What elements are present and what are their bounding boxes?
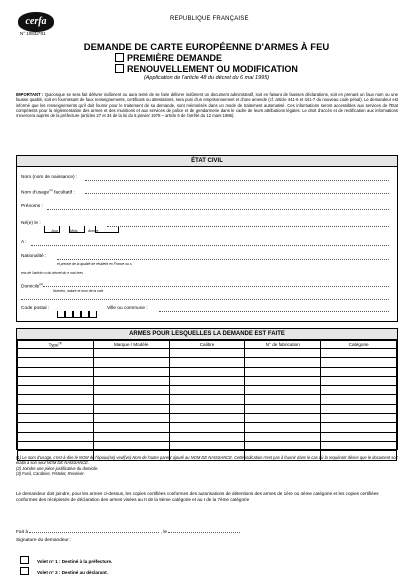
important-text: Quiconque se sera fait délivrer indûment ou aura tenté de se faire délivrer indûment un document administratif, soit en faisant de fausses déclarations, soit en prenant un faux nom ou une fausse qualité, soit en fournissant de faux renseignements, certificats ou attestations, sera puni d'un emprisonnement et d'une amende (cf. article 441-6 et 441-7 du nouveau code pénal). Le demandeur est informé que les renseignements qu'il doit fournir pour le traitement de sa demande, sont mémorisés dans un mode de traitement automatisé. Ces informations seront accessibles aux services de l'Etat compétents pour la réglementation des armes et des munitions et aux services de police et de gendarmerie dans le cadre de leurs attributions légales. Le droit d'accès et de rectification aux informations s'exercera auprès de la préfecture (articles 27 et 34 de la loi du 6 janvier 1978 – article 6 de l'arrêté du 12 mars 1986).: [16, 92, 398, 119]
col-type-label: Type: [48, 342, 59, 348]
prenoms-label: Prénoms :: [21, 204, 43, 209]
arms-cell[interactable]: [93, 441, 169, 450]
fait-a-label: Fait à: [16, 530, 28, 535]
arms-cell[interactable]: [169, 395, 245, 404]
col-fabrication: N° de fabrication: [245, 341, 321, 349]
signature-row: [16, 538, 71, 543]
birth-year-box[interactable]: [95, 226, 119, 233]
domicile-text: Domicile: [21, 284, 40, 290]
nom-usage-suffix: facultatif :: [54, 190, 75, 196]
arms-row: [18, 386, 397, 395]
arms-cell[interactable]: [321, 358, 397, 367]
le-label: , le: [160, 530, 168, 535]
arms-cell[interactable]: [18, 367, 94, 376]
domicile-sup: (2): [39, 282, 44, 286]
arms-cell[interactable]: [321, 404, 397, 413]
nom-usage-text: Nom d'usage: [21, 190, 50, 196]
col-categorie: Catégorie: [321, 341, 397, 349]
arms-cell[interactable]: [321, 414, 397, 423]
cp-box-1[interactable]: [57, 311, 65, 318]
col-type: [18, 341, 94, 349]
prenoms-field[interactable]: [47, 209, 389, 210]
arms-row: [18, 414, 397, 423]
arms-row: [18, 367, 397, 376]
arms-cell[interactable]: [169, 358, 245, 367]
arms-row: [18, 432, 397, 441]
birth-place-label: A :: [21, 240, 27, 245]
arms-cell[interactable]: [321, 423, 397, 432]
ne-le-label: Né(e) le :: [21, 221, 41, 226]
arms-cell[interactable]: [18, 441, 94, 450]
arms-cell[interactable]: [18, 376, 94, 385]
arms-cell[interactable]: [18, 432, 94, 441]
important-label: IMPORTANT :: [16, 92, 44, 97]
footnote-2: (2) Joindre une pièce justificative du domicile.: [16, 465, 99, 471]
arms-cell[interactable]: [321, 432, 397, 441]
col-calibre: Calibre: [169, 341, 245, 349]
arms-cell[interactable]: [93, 423, 169, 432]
arms-cell[interactable]: [169, 404, 245, 413]
nom-usage-sup: (1): [49, 188, 53, 192]
arms-cell[interactable]: [245, 432, 321, 441]
arms-cell[interactable]: [321, 349, 397, 358]
arms-cell[interactable]: [321, 441, 397, 450]
arms-cell[interactable]: [321, 367, 397, 376]
arms-cell[interactable]: [245, 349, 321, 358]
form-title: DEMANDE DE CARTE EUROPÉENNE D'ARMES À FEU: [83, 42, 330, 53]
etat-civil-heading: ÉTAT CIVIL: [17, 156, 397, 167]
arms-row: [18, 441, 397, 450]
cerfa-logo: cerfa: [18, 12, 54, 32]
arms-cell[interactable]: [245, 386, 321, 395]
footnote-3: (3) Fusil, Carabine, Pistolet, Revolver.: [16, 471, 85, 477]
renewal-checkbox[interactable]: [115, 64, 124, 73]
republic-header: REPUBLIQUE FRANÇAISE: [170, 16, 249, 22]
first-request-label: PREMIÈRE DEMANDE: [127, 53, 223, 63]
arms-cell[interactable]: [93, 386, 169, 395]
volet-1-label: Volet n° 1 : Destiné à la préfecture.: [37, 559, 113, 564]
arms-cell[interactable]: [93, 367, 169, 376]
code-postal-field[interactable]: [57, 305, 97, 323]
arms-cell[interactable]: [245, 414, 321, 423]
volet-2: [20, 567, 108, 575]
arms-table: [17, 340, 397, 461]
cp-box-4[interactable]: [81, 311, 89, 318]
domicile-note: Numéro, nature et nom de la voie: [53, 289, 104, 293]
form-subtitle: (Application de l'article 48 du décret du 6 mai 1995): [143, 75, 270, 81]
arms-cell[interactable]: [245, 358, 321, 367]
nom-usage-field[interactable]: [85, 193, 389, 194]
nationalite-field[interactable]: [57, 259, 389, 260]
domicile-field[interactable]: [43, 286, 389, 287]
date-field[interactable]: [168, 532, 240, 533]
arms-cell[interactable]: [93, 432, 169, 441]
arms-cell[interactable]: [169, 414, 245, 423]
volet-2-label: Volet n° 2 : Destiné au déclarant.: [37, 570, 108, 575]
birth-line: [107, 226, 389, 227]
renewal-option[interactable]: [115, 64, 298, 74]
birth-place-field[interactable]: [31, 245, 389, 246]
cp-box-5[interactable]: [89, 311, 97, 318]
arms-cell[interactable]: [245, 376, 321, 385]
volet-1-box: [20, 556, 29, 564]
first-request-checkbox[interactable]: [115, 53, 124, 62]
arms-cell[interactable]: [18, 404, 94, 413]
ville-field[interactable]: [159, 311, 389, 312]
arms-cell[interactable]: [245, 441, 321, 450]
arms-cell[interactable]: [321, 376, 397, 385]
arms-header-row: [18, 341, 397, 349]
arms-cell[interactable]: [18, 386, 94, 395]
nom-usage-label: [21, 188, 75, 196]
arms-cell[interactable]: [18, 358, 94, 367]
form-number: N° 10832*01: [20, 31, 46, 36]
arms-row: [18, 376, 397, 385]
arms-cell[interactable]: [169, 386, 245, 395]
arms-cell[interactable]: [18, 349, 94, 358]
footnotes: [16, 455, 398, 477]
volet-2-box: [20, 567, 29, 575]
nationalite-note-1: et preuve de la qualité de résident en France ou s: [57, 262, 132, 266]
arms-cell[interactable]: [18, 423, 94, 432]
arms-row: [18, 358, 397, 367]
fait-a-row: [16, 530, 240, 535]
arms-cell[interactable]: [245, 423, 321, 432]
arms-cell[interactable]: [93, 414, 169, 423]
arms-cell[interactable]: [169, 376, 245, 385]
domicile-label: [21, 282, 43, 290]
domicile-field-2[interactable]: [21, 299, 389, 300]
arms-cell[interactable]: [321, 386, 397, 395]
arms-cell[interactable]: [245, 367, 321, 376]
arms-cell[interactable]: [93, 358, 169, 367]
arms-row: [18, 404, 397, 413]
arms-cell[interactable]: [93, 376, 169, 385]
nationalite-note-2: ens de l'article ru du décret du e mai /ees: [21, 271, 83, 275]
arms-cell[interactable]: [321, 395, 397, 404]
etat-civil-section: [16, 155, 398, 322]
ville-label: Ville ou commune :: [107, 306, 148, 311]
arms-cell[interactable]: [18, 395, 94, 404]
annee-label: Année: [88, 229, 99, 233]
mois-label: Mois: [70, 229, 78, 233]
nom-label: Nom (nom de naissance) :: [21, 175, 78, 180]
arms-cell[interactable]: [169, 441, 245, 450]
arms-cell[interactable]: [18, 414, 94, 423]
arms-row: [18, 395, 397, 404]
nationalite-label: Nationalité :: [21, 254, 47, 259]
code-postal-label: Code postal :: [21, 306, 50, 311]
cp-box-2[interactable]: [65, 311, 73, 318]
arms-cell[interactable]: [169, 349, 245, 358]
signature-label: Signature du demandeur :: [16, 538, 72, 543]
jour-label: Jour: [51, 229, 58, 233]
arms-cell[interactable]: [93, 349, 169, 358]
renewal-label: RENOUVELLEMENT OU MODIFICATION: [127, 64, 298, 74]
arms-heading: ARMES POUR LESQUELLES LA DEMANDE EST FAITE: [17, 329, 397, 340]
col-marque: Marque / Modèle: [93, 341, 169, 349]
cp-box-3[interactable]: [73, 311, 81, 318]
volet-1: [20, 556, 112, 564]
nom-field[interactable]: [85, 180, 389, 181]
arms-row: [18, 349, 397, 358]
fait-a-field[interactable]: [29, 532, 159, 533]
first-request-option[interactable]: [115, 53, 222, 63]
arms-row: [18, 423, 397, 432]
important-notice: [16, 92, 398, 118]
arms-cell[interactable]: [169, 367, 245, 376]
arms-cell[interactable]: [245, 404, 321, 413]
arms-cell[interactable]: [93, 395, 169, 404]
arms-cell[interactable]: [169, 432, 245, 441]
declaration-text: Le demandeur doit joindre, pour les armes ci-dessus, les copies certifiées conformes des autorisations de détentions des armes de 1ère ou 4ème catégorie et les copies certifiées conformes des récépissés de déclaration des armes visées au II de la 5ème catégorie et au I de la 7ème catégorie: [16, 491, 379, 503]
arms-cell[interactable]: [169, 423, 245, 432]
footnote-1: (1) Le nom d'usage, c'est-à-dire le NOM de l'époux(se) veuf(ve) Nom de l'autre parent ajouté au NOM DE NAISSANCE. Cette indication n'est pas à fournir dans le cas où la requérant désire que le document soit établi à son seul NOM DE NAISSANCE.: [16, 455, 398, 466]
col-type-sup: (3): [58, 341, 63, 346]
arms-cell[interactable]: [245, 395, 321, 404]
arms-section: [16, 328, 398, 450]
arms-cell[interactable]: [93, 404, 169, 413]
